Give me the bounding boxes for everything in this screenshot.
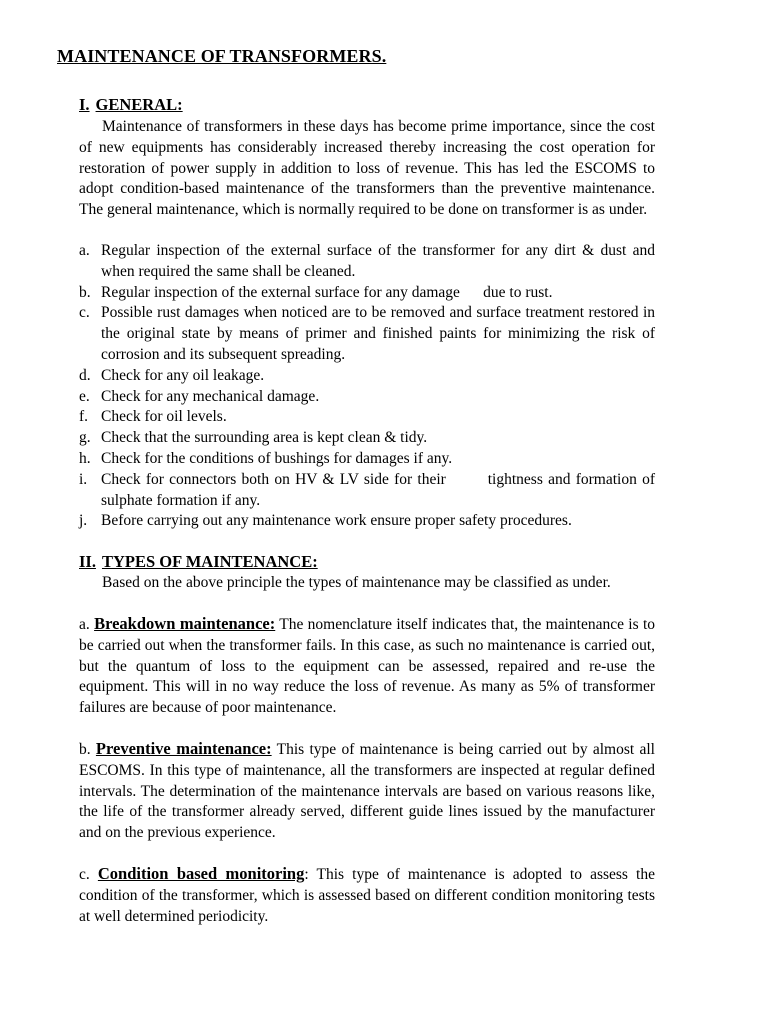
section-paragraph-types: [79, 573, 655, 594]
list-item: [79, 407, 655, 428]
paragraph-text: Based on the above principle the types of maintenance may be classified as under.: [102, 574, 611, 591]
subsection-preventive-maintenance: [79, 739, 655, 844]
list-item: [79, 387, 655, 408]
list-marker: b.: [79, 283, 91, 301]
list-marker: g.: [79, 429, 91, 447]
subsection-text: This type of maintenance is being carried out by almost all ESCOMS. In this type of maintenance, all the transformers are inspected at regular defined intervals. The determination of the maintenance intervals are based on various reasons like, the life of the transformer already served, different guide lines issued by the manufacturer and on the previous experience.: [79, 741, 655, 842]
list-item: [79, 428, 655, 449]
subsection-breakdown-maintenance: [79, 614, 655, 719]
paragraph-text: Maintenance of transformers in these days has become prime importance, since the cost of new equipments has considerably increased thereby increasing the cost operation for restoration of power supply in addition to loss of revenue. This has led the ESCOMS to adopt condition-based maintenance of the transformers than the preventive maintenance. The general maintenance, which is normally required to be done on transformer is as under.: [79, 118, 655, 219]
section-title: GENERAL:: [95, 95, 183, 114]
list-item: [79, 303, 655, 365]
subsection-term: Condition based monitoring: [97, 864, 305, 883]
list-item-text: Check for oil levels.: [101, 408, 227, 426]
subsection-marker: b.: [79, 741, 91, 758]
list-item-text: Check for the conditions of bushings for damages if any.: [101, 449, 453, 467]
list-item: [79, 511, 655, 532]
list-item-text: Check for any oil leakage.: [101, 366, 265, 384]
list-item: [79, 449, 655, 470]
list-marker: e.: [79, 387, 90, 405]
list-marker: d.: [79, 366, 91, 384]
subsection-text: : This type of maintenance is adopted to assess the condition of the transformer, which is assessed based on different condition monitoring tests at well determined periodicity.: [79, 866, 655, 925]
list-item: [79, 366, 655, 387]
list-marker: a.: [79, 242, 90, 259]
section-heading-general: [79, 95, 183, 115]
list-marker: h.: [79, 449, 91, 467]
section-number: II.: [79, 552, 96, 571]
list-item-text: Regular inspection of the external surface of the transformer for any dirt & dust and when required the same shall be cleaned.: [101, 242, 655, 280]
list-marker: i.: [79, 470, 88, 488]
list-marker: f.: [79, 408, 89, 426]
subsection-marker: c.: [79, 866, 90, 883]
maintenance-checklist: [79, 241, 659, 532]
list-item: [79, 283, 655, 304]
list-marker: j.: [79, 512, 88, 530]
section-heading-types-of-maintenance: [79, 552, 318, 572]
list-item-text: Before carrying out any maintenance work ensure proper safety procedures.: [101, 512, 572, 530]
list-item: [79, 241, 655, 283]
list-item-text: Check for any mechanical damage.: [101, 387, 320, 405]
list-marker: c.: [79, 304, 90, 322]
subsection-condition-based-monitoring: [79, 864, 655, 927]
section-number: I.: [79, 95, 90, 114]
list-item-text: Regular inspection of the external surface for any damage due to rust.: [101, 283, 553, 301]
list-item: [79, 470, 659, 512]
list-item-text: Check that the surrounding area is kept clean & tidy.: [101, 429, 428, 447]
subsection-term: Breakdown maintenance:: [94, 614, 276, 633]
list-item-text: Check for connectors both on HV & LV side for their tightness and formation of sulphate formation if any.: [101, 470, 659, 509]
subsection-text: The nomenclature itself indicates that, the maintenance is to be carried out when the transformer fails. In this case, as such no maintenance is carried out, but the quantum of loss to the equipment can be assessed, repaired and re-use the equipment. This will in no way reduce the loss of revenue. As many as 5% of transformer failures are because of poor maintenance.: [79, 616, 656, 717]
list-item-text: Possible rust damages when noticed are to be removed and surface treatment restored in the original state by means of primer and finished paints for minimizing the risk of corrosion and its subsequent spreading.: [101, 304, 655, 363]
section-title: TYPES OF MAINTENANCE:: [101, 552, 318, 571]
section-paragraph-general: [79, 117, 655, 221]
document-title: MAINTENANCE OF TRANSFORMERS.: [57, 46, 387, 66]
subsection-marker: a.: [79, 616, 90, 633]
subsection-term: Preventive maintenance:: [95, 739, 272, 758]
